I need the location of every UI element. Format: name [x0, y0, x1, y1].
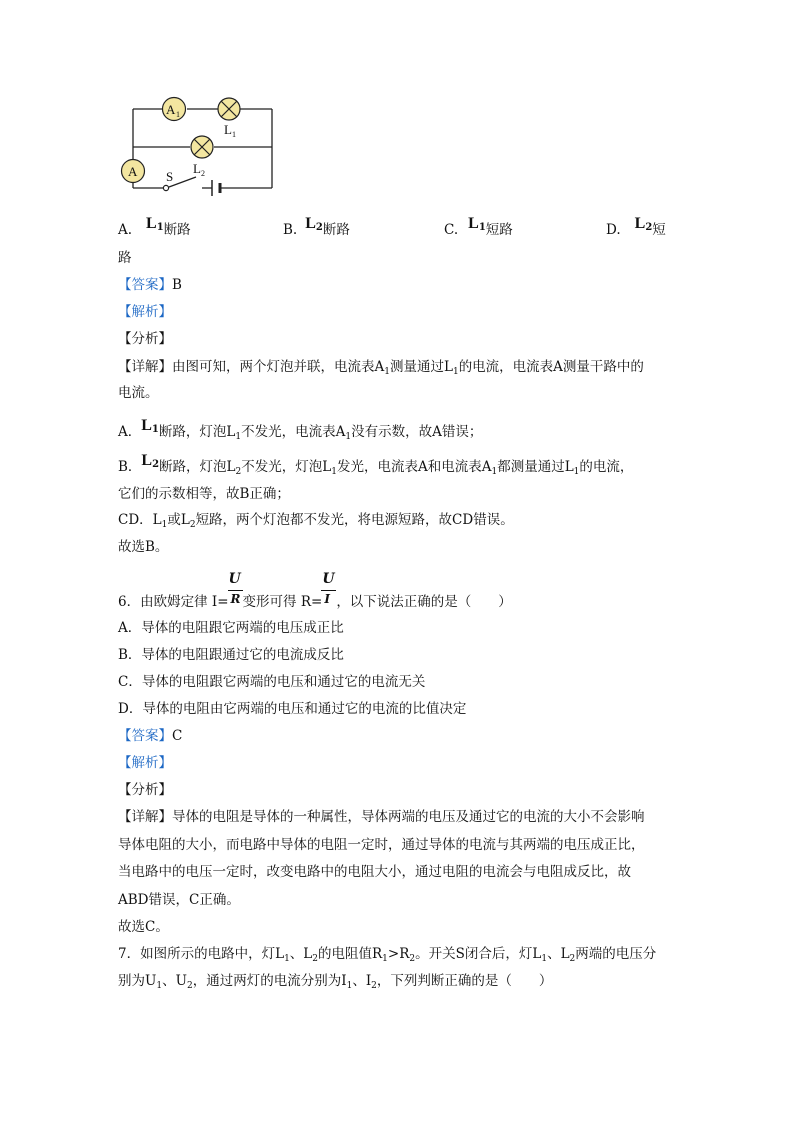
q7-stem-line-1: 7．如图所示的电路中，灯$L_1$、$L_2$的电阻值$R_1>R_2$。开关S闭合后，灯$L_1$、$L_2$两端的电压分	[118, 946, 657, 964]
q6-fenxi-label: 【分析】	[118, 782, 172, 798]
q6-answer: 【答案】C	[118, 728, 183, 744]
q6-detail-line-4: ABD错误，C正确。	[118, 892, 240, 908]
q6-stem: 6．由欧姆定律 I= $\frac{U}{R}$ 变形可得 R= $\frac{U}{I}$ ，以下说法正确的是（ ）	[118, 570, 512, 610]
ammeter-a1-label: A	[166, 102, 176, 117]
option-c: C. $L^1$短路	[444, 215, 513, 238]
fraction-u-over-i: $\frac{U}{I}$	[322, 570, 335, 606]
q6-detail-line-2: 导体电阻的大小，而电路中导体的电阻一定时，通过导体的电流与其两端的电压成正比，	[118, 837, 645, 853]
q6-detail-line-3: 当电路中的电压一定时，改变电路中的电阻大小，通过电阻的电流会与电阻成反比，故	[118, 864, 631, 880]
q5-explain-b: B．$L^2$断路，灯泡$L_2$不发光，灯泡$L_1$发光，电流表A和电流表$A_1$都测量通过$L_1$的电流，	[118, 452, 634, 477]
option-d: D. $L^2$短	[606, 215, 666, 238]
q5-conclusion: 故选B。	[118, 539, 169, 555]
svg-text:1: 1	[176, 110, 180, 119]
option-a: A. $L^1$断路	[118, 215, 191, 238]
q6-conclusion: 故选C。	[118, 919, 169, 935]
q5-analysis-label: 【解析】	[118, 304, 172, 320]
q5-answer: 【答案】B	[118, 277, 182, 293]
fraction-u-over-r: $\frac{U}{R}$	[228, 570, 241, 606]
svg-text:2: 2	[201, 169, 205, 178]
lamp-l2-label: L	[193, 161, 201, 176]
lamp-l1-label: L	[224, 122, 232, 137]
switch-s-label: S	[166, 169, 174, 184]
q6-option-b: B．导体的电阻跟通过它的电流成反比	[118, 647, 344, 663]
q5-explain-cd: CD．$L_1$或$L_2$短路，两个灯泡都不发光，将电源短路，故CD错误。	[118, 512, 514, 530]
q6-option-d: D．导体的电阻由它两端的电压和通过它的电流的比值决定	[118, 701, 467, 717]
q6-analysis-label: 【解析】	[118, 755, 172, 771]
q5-detail-line-2: 电流。	[118, 385, 159, 401]
q6-detail-line-1: 【详解】导体的电阻是导体的一种属性，导体两端的电压及通过它的电流的大小不会影响	[118, 809, 645, 825]
circuit-diagram	[110, 92, 280, 197]
q7-stem-line-2: 别为$U_1$、$U_2$，通过两灯的电流分别为$I_1$、$I_2$，下列判断正确的是（ ）	[118, 973, 553, 991]
q5-detail-line-1: 【详解】由图可知，两个灯泡并联，电流表$A_1$测量通过$L_1$的电流，电流表A测量干路中的	[118, 359, 644, 377]
ammeter-a-label: A	[128, 164, 138, 179]
q6-option-c: C．导体的电阻跟它两端的电压和通过它的电流无关	[118, 674, 426, 690]
q6-option-a: A．导体的电阻跟它两端的电压成正比	[118, 620, 344, 636]
q5-fenxi-label: 【分析】	[118, 331, 172, 347]
q5-explain-a: A．$L^1$断路，灯泡$L_1$不发光，电流表$A_1$没有示数，故A错误；	[118, 417, 483, 442]
option-d-wrap: 路	[118, 250, 132, 266]
svg-text:1: 1	[232, 130, 236, 139]
q5-explain-b-line-2: 它们的示数相等，故B正确；	[118, 486, 290, 502]
option-b: B. $L^2$断路	[283, 215, 350, 238]
